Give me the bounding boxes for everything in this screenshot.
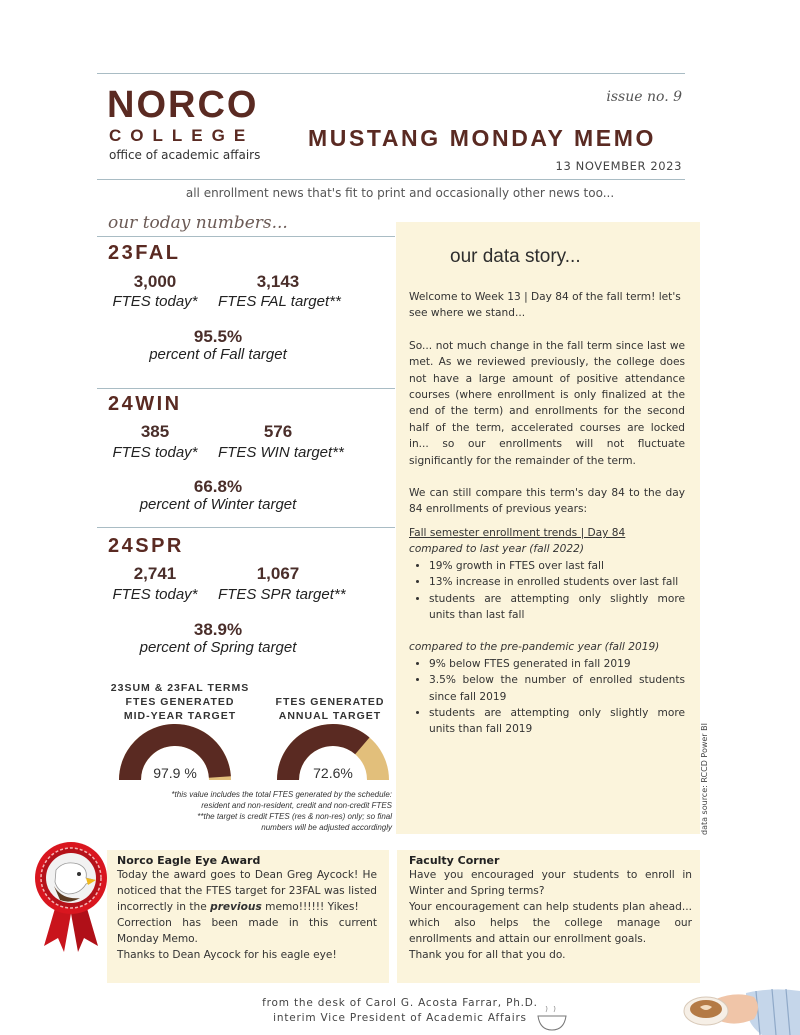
list-item: • 19% growth in FTES over last fall — [429, 558, 685, 574]
signature-line1: from the desk of Carol G. Acosta Farrar, Ph.D. — [262, 997, 538, 1009]
list-item: • 13% increase in enrolled students over last fall — [429, 574, 685, 590]
award-text — [117, 867, 377, 963]
gauge-annual-label — [268, 695, 392, 723]
term-code-24spr: 24SPR — [108, 535, 184, 557]
gauge-annual-label-line2: ANNUAL TARGET — [278, 710, 382, 722]
list-item: • 9% below FTES generated in fall 2019 — [429, 656, 685, 672]
gauge-midyear-label-line1: 23SUM & 23FAL TERMS — [110, 682, 250, 694]
list-item: • students are attempting only slightly more units than fall 2019 — [429, 705, 685, 738]
faculty-corner-content — [409, 854, 692, 963]
win-percent-label: percent of Winter target — [139, 496, 297, 513]
logo-college: COLLEGE — [109, 126, 255, 145]
today-numbers-heading: our today numbers... — [108, 213, 288, 233]
pre-pandemic-list — [409, 656, 685, 738]
term-code-23fal: 23FAL — [108, 242, 181, 264]
faculty-line1: Have you encouraged your students to enroll in Winter and Spring terms? — [409, 869, 692, 897]
section-rule-3 — [97, 527, 395, 528]
spr-target-label: FTES SPR target** — [218, 586, 346, 603]
story-intro: Welcome to Week 13 | Day 84 of the fall term! let's see where we stand... — [409, 291, 681, 320]
win-percent-value: 66.8% — [193, 477, 243, 496]
header-bottom-rule — [97, 179, 685, 180]
eagle-eye-award-content — [117, 854, 377, 963]
data-story-body — [409, 289, 685, 738]
faculty-title: Faculty Corner — [409, 854, 500, 867]
footnote-line4: numbers will be adjusted accordingly — [261, 823, 392, 832]
fal-today-label: FTES today* — [112, 293, 198, 310]
footnotes — [102, 789, 392, 833]
gauge-annual-label-line1: FTES GENERATED — [275, 696, 385, 708]
issue-number: issue no. 9 — [606, 89, 682, 105]
fal-today-value: 3,000 — [133, 272, 177, 291]
footnote-line1: *this value includes the total FTES generated by the schedule: — [171, 790, 392, 799]
logo-office: office of academic affairs — [109, 148, 261, 162]
award-title: Norco Eagle Eye Award — [117, 854, 261, 867]
gauge-midyear-value: 97.9 % — [153, 765, 197, 781]
spr-today-label: FTES today* — [112, 586, 198, 603]
compare-last-year: compared to last year (fall 2022) — [409, 543, 584, 556]
list-item: • 3.5% below the number of enrolled students since fall 2019 — [429, 672, 685, 705]
tagline: all enrollment news that's fit to print and occasionally other news too... — [185, 186, 615, 200]
term-code-24win: 24WIN — [108, 393, 182, 415]
list-item: • students are attempting only slightly more units than last fall — [429, 591, 685, 624]
gauge-annual-value: 72.6% — [313, 765, 353, 781]
gauge-midyear-label-line2: FTES GENERATED — [125, 696, 235, 708]
top-rule — [97, 73, 685, 74]
story-compare-intro: We can still compare this term's day 84 to the day 84 enrollments of previous years: — [409, 487, 685, 516]
award-emphasis: previous — [210, 901, 262, 913]
signature — [0, 996, 800, 1026]
logo-norco: NORCO — [107, 84, 259, 126]
spr-percent-label: percent of Spring target — [139, 639, 297, 656]
story-paragraph: So... not much change in the fall term since last we met. As we reviewed previously, the college does not have a large amount of positive attendance courses (where enrollment is only finalized at the end of the term) and enrollments for the second half of the term, accelerated courses are locked in... so our enrollments will not fluctuate significantly for the remainder of the term. — [409, 339, 685, 467]
award-line3: Thanks to Dean Aycock for his eagle eye! — [117, 949, 337, 961]
gauge-midyear-label-line3: MID-YEAR TARGET — [123, 710, 237, 722]
spr-percent-value: 38.9% — [193, 620, 243, 639]
win-target-value: 576 — [263, 422, 293, 441]
compare-pre-pandemic: compared to the pre-pandemic year (fall 2019) — [409, 641, 660, 654]
last-year-list — [409, 558, 685, 624]
data-story-title: our data story... — [450, 246, 581, 267]
gauge-midyear-label — [94, 681, 266, 723]
memo-date: 13 NOVEMBER 2023 — [555, 159, 682, 173]
signature-line2: interim Vice President of Academic Affairs — [273, 1012, 527, 1024]
win-today-label: FTES today* — [112, 444, 198, 461]
win-today-value: 385 — [140, 422, 170, 441]
footnote-line2: resident and non-resident, credit and non-credit FTES — [201, 801, 392, 810]
section-rule-2 — [97, 388, 395, 389]
faculty-line2: Your encouragement can help students plan ahead... which also helps the college manage our enrollments and attain our enrollment goals. — [409, 901, 692, 945]
fal-percent-value: 95.5% — [193, 327, 243, 346]
award-line1b: memo!!!!!! Yikes! — [261, 901, 359, 913]
fal-percent-label: percent of Fall target — [149, 346, 287, 363]
section-rule-1 — [97, 236, 395, 237]
memo-title: MUSTANG MONDAY MEMO — [308, 125, 656, 151]
fal-target-value: 3,143 — [256, 272, 300, 291]
win-target-label: FTES WIN target** — [218, 444, 344, 461]
award-ribbon-icon — [30, 838, 112, 954]
award-line2: Correction has been made in this current Monday Memo. — [117, 917, 377, 945]
faculty-line3: Thank you for all that you do. — [409, 949, 566, 961]
spr-today-value: 2,741 — [133, 564, 177, 583]
faculty-text — [409, 867, 692, 963]
spr-target-value: 1,067 — [256, 564, 300, 583]
data-source: data source: RCCD Power BI — [700, 723, 709, 835]
footnote-line3: **the target is credit FTES (res & non-res) only; so final — [197, 812, 392, 821]
trends-heading: Fall semester enrollment trends | Day 84 — [409, 526, 626, 539]
award-line1a: Today the award goes to Dean Greg Aycock! He noticed that the FTES target for 23FAL was listed incorrectly in the — [117, 869, 377, 913]
fal-target-label: FTES FAL target** — [218, 293, 341, 310]
